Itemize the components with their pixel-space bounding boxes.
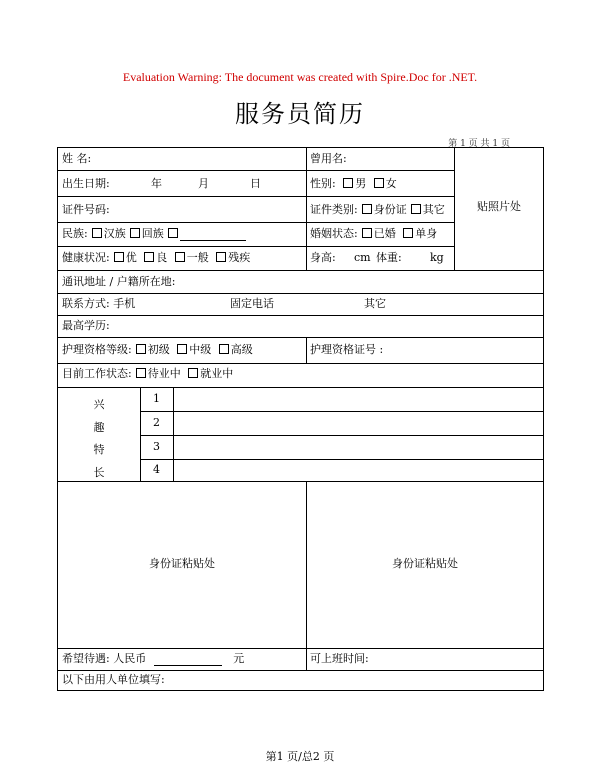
hui-checkbox[interactable] bbox=[130, 228, 140, 238]
nursing-cert-label: 护理资格证号 : bbox=[310, 343, 384, 356]
height-label: 身高: bbox=[310, 251, 336, 264]
gender-field bbox=[310, 177, 397, 191]
other-contact-label: 其它 bbox=[364, 297, 386, 310]
page-footer: 第1 页/总2 页 bbox=[265, 750, 335, 763]
id-card-label: 身份证 bbox=[373, 203, 407, 216]
employer-section-label: 以下由用人单位填写: bbox=[62, 673, 165, 686]
han-checkbox[interactable] bbox=[92, 228, 102, 238]
page-info: 第 1 页 共 1 页 bbox=[448, 139, 510, 149]
good-label: 良 bbox=[156, 251, 168, 264]
hobby-number-4: 4 bbox=[153, 463, 160, 476]
month-label: 月 bbox=[198, 177, 209, 190]
hobby-number-1: 1 bbox=[153, 392, 160, 405]
employed-checkbox[interactable] bbox=[188, 368, 198, 378]
other-ethnicity-checkbox[interactable] bbox=[168, 228, 178, 238]
married-label: 已婚 bbox=[373, 227, 396, 240]
birth-date-label: 出生日期: bbox=[62, 177, 110, 190]
other-id-checkbox[interactable] bbox=[411, 204, 421, 214]
female-label: 女 bbox=[385, 177, 397, 190]
other-ethnicity-blank[interactable] bbox=[180, 240, 246, 241]
salary-field bbox=[62, 652, 244, 666]
hobby-char: 长 bbox=[93, 465, 105, 479]
education-label: 最高学历: bbox=[62, 319, 110, 332]
hui-label: 回族 bbox=[141, 227, 164, 240]
senior-checkbox[interactable] bbox=[219, 344, 229, 354]
marital-label: 婚姻状态: bbox=[310, 227, 358, 240]
start-time-label: 可上班时间: bbox=[310, 652, 369, 665]
primary-label: 初级 bbox=[147, 343, 170, 356]
year-label: 年 bbox=[151, 177, 162, 190]
work-status-field bbox=[62, 367, 233, 381]
marital-field bbox=[310, 227, 437, 241]
hobby-char: 兴 bbox=[93, 398, 105, 411]
id-number-label: 证件号码: bbox=[62, 203, 110, 216]
photo-placeholder: 贴照片处 bbox=[477, 200, 521, 213]
name-label: 姓 名: bbox=[62, 152, 92, 165]
female-checkbox[interactable] bbox=[374, 178, 384, 188]
hobby-char: 趣 bbox=[93, 420, 105, 434]
excellent-checkbox[interactable] bbox=[114, 252, 124, 262]
hobby-label bbox=[58, 396, 140, 480]
other-id-label: 其它 bbox=[422, 203, 445, 216]
salary-label: 希望待遇: 人民币 bbox=[62, 652, 147, 665]
nursing-level-label: 护理资格等级: bbox=[62, 343, 132, 356]
han-label: 汉族 bbox=[103, 227, 126, 240]
good-checkbox[interactable] bbox=[144, 252, 154, 262]
id-paste-area-left: 身份证粘贴处 bbox=[149, 557, 215, 570]
average-label: 一般 bbox=[186, 251, 209, 264]
disabled-checkbox[interactable] bbox=[216, 252, 226, 262]
salary-unit: 元 bbox=[233, 652, 245, 665]
evaluation-warning: Evaluation Warning: The document was created with Spire.Doc for .NET. bbox=[122, 70, 478, 84]
employed-label: 就业中 bbox=[200, 367, 234, 380]
waiting-checkbox[interactable] bbox=[136, 368, 146, 378]
health-field bbox=[62, 251, 250, 265]
gender-label: 性别: bbox=[310, 177, 336, 190]
id-type-label: 证件类别: bbox=[310, 203, 358, 216]
hobby-number-2: 2 bbox=[153, 416, 160, 429]
contact-label: 联系方式: 手机 bbox=[62, 297, 136, 310]
address-label: 通讯地址 / 户籍所在地: bbox=[62, 275, 176, 288]
weight-label: 体重: bbox=[376, 251, 402, 264]
single-label: 单身 bbox=[415, 227, 438, 240]
hobby-char: 特 bbox=[93, 443, 105, 457]
married-checkbox[interactable] bbox=[362, 228, 372, 238]
page-title: 服务员简历 bbox=[235, 100, 365, 128]
id-type-field bbox=[310, 203, 445, 217]
id-paste-area-right: 身份证粘贴处 bbox=[392, 557, 458, 570]
weight-unit: kg bbox=[430, 251, 444, 264]
single-checkbox[interactable] bbox=[403, 228, 413, 238]
salary-blank[interactable] bbox=[154, 665, 222, 666]
intermediate-checkbox[interactable] bbox=[177, 344, 187, 354]
health-label: 健康状况: bbox=[62, 251, 110, 264]
id-card-checkbox[interactable] bbox=[362, 204, 372, 214]
average-checkbox[interactable] bbox=[175, 252, 185, 262]
waiting-label: 待业中 bbox=[147, 367, 181, 380]
excellent-label: 优 bbox=[125, 251, 137, 264]
intermediate-label: 中级 bbox=[189, 343, 212, 356]
height-unit: cm bbox=[354, 251, 371, 264]
senior-label: 高级 bbox=[230, 343, 253, 356]
ethnicity-field bbox=[62, 227, 246, 241]
male-checkbox[interactable] bbox=[343, 178, 353, 188]
hobby-number-3: 3 bbox=[153, 440, 160, 453]
work-status-label: 目前工作状态: bbox=[62, 367, 132, 380]
primary-checkbox[interactable] bbox=[136, 344, 146, 354]
ethnicity-label: 民族: bbox=[62, 227, 88, 240]
landline-label: 固定电话 bbox=[230, 297, 274, 310]
male-label: 男 bbox=[355, 177, 367, 190]
nursing-level-field bbox=[62, 343, 253, 357]
disabled-label: 残疾 bbox=[228, 251, 251, 264]
day-label: 日 bbox=[250, 177, 261, 190]
resume-form bbox=[57, 147, 544, 691]
former-name-label: 曾用名: bbox=[310, 152, 347, 165]
